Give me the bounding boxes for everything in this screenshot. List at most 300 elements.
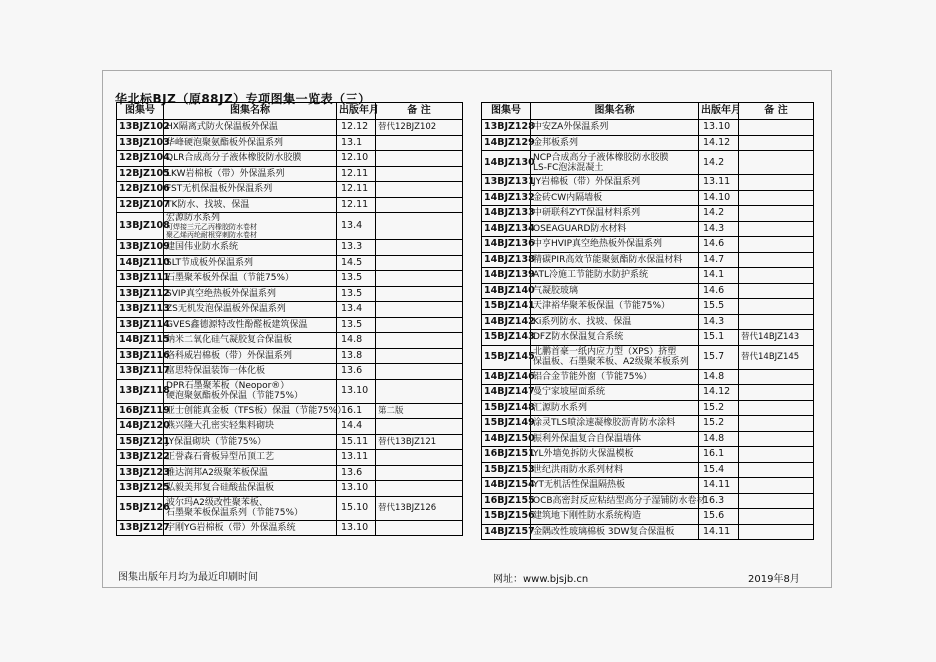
atlas-name [164,182,337,198]
remark [376,271,463,287]
publish-date: 13.6 [337,465,376,481]
remark: 替代14BJZ145 [739,345,814,369]
table-header [117,103,463,120]
publish-date: 14.6 [699,237,739,253]
atlas-name [531,190,699,206]
remark [376,197,463,213]
atlas-name [531,299,699,315]
remark [739,206,814,222]
table-row [117,135,463,151]
table-row [117,151,463,167]
table-row [117,496,463,520]
table-row [117,286,463,302]
atlas-name-line: 金隅改性玻璃棉板 3DW复合保温板 [533,526,675,537]
publish-date: 13.5 [337,271,376,287]
atlas-code: 14BJZ120 [117,419,164,435]
publish-date: 16.1 [699,447,739,463]
atlas-code: 15BJZ143 [482,330,531,346]
table-row [482,206,814,222]
atlas-code: 15BJZ153 [482,462,531,478]
atlas-name [531,206,699,222]
remark: 替代13BJZ121 [376,434,463,450]
atlas-name [164,317,337,333]
publish-date: 13.8 [337,348,376,364]
publish-date: 14.3 [699,314,739,330]
atlas-name [164,434,337,450]
atlas-name-subline: 石墨聚苯板保温系列（节能75%） [166,508,304,518]
remark [376,255,463,271]
remark [376,481,463,497]
publish-date: 13.11 [337,450,376,466]
atlas-code: 14BJZ142 [482,314,531,330]
table-row [482,190,814,206]
atlas-name [531,330,699,346]
atlas-code: 14BJZ133 [482,206,531,222]
remark [739,151,814,175]
atlas-name [164,240,337,256]
atlas-name [531,135,699,151]
atlas-name-line: 华峰硬泡聚氨酯板外保温系列 [166,137,284,148]
publish-date: 13.3 [337,240,376,256]
remark [376,166,463,182]
atlas-name-line: 金邦板系列 [533,137,579,148]
publish-date: 13.4 [337,302,376,318]
page-title: 华北标BJZ（原88JZ）专项图集一览表（三） [115,92,371,106]
publish-date: 15.2 [699,400,739,416]
atlas-name [164,364,337,380]
atlas-name-line: 涂灵TLS喷涂速凝橡胶沥青防水涂料 [533,418,676,429]
atlas-code: 13BJZ127 [117,520,164,536]
atlas-code: 13BJZ113 [117,302,164,318]
atlas-code: 13BJZ103 [117,135,164,151]
atlas-code: 12BJZ107 [117,197,164,213]
atlas-name [531,268,699,284]
atlas-name-line: 宇刚YG岩棉板（带）外保温系统 [166,522,296,533]
atlas-name-line: 精碳PIR高效节能聚氨酯防水保温材料 [533,254,683,265]
table-row [482,135,814,151]
publish-date: 14.8 [337,333,376,349]
atlas-code: 14BJZ138 [482,252,531,268]
table-row [117,403,463,419]
header-code: 图集号 [117,103,164,120]
atlas-name-line: 汇源防水系列 [533,402,588,413]
publish-date: 14.12 [699,135,739,151]
publish-date: 13.4 [337,213,376,240]
remark [739,283,814,299]
publish-date: 14.1 [699,268,739,284]
atlas-code: 13BJZ117 [117,364,164,380]
publish-date: 15.6 [699,509,739,525]
atlas-name [164,213,337,240]
atlas-name-subline: 保温板、石墨聚苯板、A2级聚苯板系列 [533,357,689,367]
atlas-name [531,447,699,463]
atlas-name [531,252,699,268]
remark [739,135,814,151]
publish-date: 13.5 [337,317,376,333]
remark: 替代12BJZ102 [376,120,463,136]
table-row [117,317,463,333]
publish-date: 12.11 [337,197,376,213]
atlas-code: 14BJZ136 [482,237,531,253]
table-row [482,120,814,136]
table-row [117,348,463,364]
remark [376,135,463,151]
publish-date: 13.11 [699,175,739,191]
remark [739,314,814,330]
atlas-code: 14BJZ139 [482,268,531,284]
publish-date: 14.11 [699,524,739,540]
footer-date: 2019年8月 [748,574,800,585]
atlas-code: 13BJZ122 [117,450,164,466]
atlas-code: 13BJZ116 [117,348,164,364]
remark [739,175,814,191]
remark [739,509,814,525]
publish-date: 13.10 [337,520,376,536]
publish-date: 15.5 [699,299,739,315]
atlas-name-line: 曼宁家坡屋面系统 [533,387,606,398]
remark [739,431,814,447]
atlas-name [531,493,706,509]
remark [376,286,463,302]
atlas-name-line: QLR合成高分子液体橡胶防水胶膜 [166,153,302,164]
table-row [117,213,463,240]
publish-date: 14.10 [699,190,739,206]
remark [376,419,463,435]
atlas-code: 14BJZ110 [117,255,164,271]
atlas-code: 16BJZ151 [482,447,531,463]
table-row [117,465,463,481]
publish-date: 13.5 [337,286,376,302]
header-note: 备 注 [376,103,463,120]
table-row [482,369,814,385]
atlas-name-line: 正誉森石膏板异型吊顶工艺 [166,452,275,463]
atlas-name [164,271,337,287]
atlas-name-line: 气凝胶玻璃 [533,285,579,296]
publish-date: 14.8 [699,369,739,385]
remark: 第二版 [376,403,463,419]
atlas-code: 13BJZ114 [117,317,164,333]
publish-date: 12.11 [337,182,376,198]
header-name: 图集名称 [164,103,337,120]
atlas-name [531,400,699,416]
atlas-code: 14BJZ130 [482,151,531,175]
atlas-name-line: JY岩棉板（带）外保温系列 [533,177,641,188]
atlas-name-line: SVIP真空绝热板外保温系列 [166,288,276,299]
atlas-name [531,369,699,385]
header-name: 图集名称 [531,103,699,120]
atlas-name-line: DFZ防水保温复合系统 [533,332,624,343]
atlas-name-line: YL外墙免拆防火保温模板 [533,449,634,460]
publish-date: 15.2 [699,416,739,432]
atlas-name [531,221,699,237]
atlas-code: 13BJZ112 [117,286,164,302]
atlas-name-line: FST无机保温板外保温系列 [166,184,273,195]
atlas-name [164,302,337,318]
remark [739,524,814,540]
table-row [117,182,463,198]
table-row [482,400,814,416]
remark [739,120,814,136]
table-row [482,493,814,509]
atlas-code: 16BJZ119 [117,403,164,419]
atlas-code: 13BJZ102 [117,120,164,136]
atlas-name [531,431,699,447]
atlas-name-line: 波尔玛A2级改性聚苯板、 [166,498,268,508]
table-row [482,252,814,268]
atlas-code: 14BJZ129 [482,135,531,151]
remark [739,385,814,401]
atlas-name [531,509,699,525]
table-row [117,520,463,536]
table-row [117,419,463,435]
atlas-code: 15BJZ141 [482,299,531,315]
atlas-name-line: Ki系列防水、找坡、保温 [533,316,632,327]
remark [739,268,814,284]
remark [376,151,463,167]
table-row [482,524,814,540]
remark [739,299,814,315]
atlas-name-line: 建国伟业防水系统 [166,242,239,253]
remark [376,240,463,256]
publish-date: 15.4 [699,462,739,478]
atlas-name-line: ATL冷施工节能防水防护系统 [533,270,648,281]
atlas-code: 13BJZ131 [482,175,531,191]
atlas-name-line: LKW岩棉板（带）外保温系列 [166,168,285,179]
publish-date: 14.12 [699,385,739,401]
publish-date: 16.3 [699,493,739,509]
atlas-name [164,450,337,466]
atlas-name [531,345,699,369]
remark [739,400,814,416]
table-row [117,120,463,136]
atlas-name-line: TK防水、找坡、保温 [166,199,250,210]
publish-date: 15.10 [337,496,376,520]
remark [739,416,814,432]
atlas-name [531,385,699,401]
atlas-code: 14BJZ134 [482,221,531,237]
atlas-name [164,197,337,213]
table-row [482,345,814,369]
publish-date: 13.1 [337,135,376,151]
atlas-code: 15BJZ148 [482,400,531,416]
atlas-code: 14BJZ140 [482,283,531,299]
atlas-name [164,120,337,136]
atlas-name [164,481,337,497]
table-row [482,330,814,346]
publish-date: 13.10 [337,379,376,403]
left-table [116,102,463,536]
atlas-code: 12BJZ106 [117,182,164,198]
atlas-name-line: 天津裕华聚苯板保温（节能75%） [533,301,671,312]
atlas-name-line: 燕兴隆大孔密实轻集料砌块 [166,421,275,432]
atlas-code: 13BJZ118 [117,379,164,403]
atlas-code: 14BJZ154 [482,478,531,494]
atlas-name-line: 金砖CW内隔墙板 [533,192,603,203]
table-row [482,175,814,191]
publish-date: 14.4 [337,419,376,435]
publish-date: 16.1 [337,403,376,419]
atlas-name [531,524,699,540]
publish-date: 14.7 [699,252,739,268]
remark [376,333,463,349]
remark [739,447,814,463]
table-row [117,450,463,466]
atlas-name [531,237,699,253]
table-row [117,379,463,403]
atlas-name [164,419,337,435]
table-row [482,314,814,330]
table-row [482,509,814,525]
publish-date: 15.7 [699,345,739,369]
remark [376,379,463,403]
table-row [482,237,814,253]
atlas-code: 13BJZ128 [482,120,531,136]
atlas-name [164,135,337,151]
header-date: 出版年月 [337,103,376,120]
atlas-code: 14BJZ132 [482,190,531,206]
atlas-name [164,166,337,182]
remark [376,450,463,466]
atlas-code: 15BJZ121 [117,434,164,450]
atlas-code: 12BJZ105 [117,166,164,182]
atlas-name [164,520,337,536]
remark [376,317,463,333]
footer-note: 图集出版年月均为最近印刷时间 [118,572,258,583]
atlas-name-line: 石墨聚苯板外保温（节能75%） [166,273,295,284]
atlas-name [164,333,337,349]
publish-date: 14.11 [699,478,739,494]
remark [739,493,814,509]
remark [376,182,463,198]
atlas-name-line: 富思特保温装饰一体化板 [166,366,266,377]
table-row [482,431,814,447]
atlas-code: 16BJZ155 [482,493,531,509]
atlas-name-line: YT无机活性保温隔热板 [533,480,625,491]
remark [739,369,814,385]
table-row [482,478,814,494]
atlas-code: 14BJZ146 [482,369,531,385]
table-row [117,333,463,349]
atlas-name-subline: LS-FC泡沫混凝土 [533,162,604,173]
atlas-code: 14BJZ147 [482,385,531,401]
footer-website: 网址：www.bjsjb.cn [493,574,589,585]
remark [376,213,463,240]
table-row [117,434,463,450]
atlas-name-line: 建筑地下刚性防水系统构造 [533,511,642,522]
atlas-name-line: NCP合成高分子液体橡胶防水胶膜 [533,152,669,163]
publish-date: 12.12 [337,120,376,136]
atlas-name-line: 世纪洪雨防水系列材料 [533,464,624,475]
publish-date: 12.11 [337,166,376,182]
atlas-name [164,348,337,364]
atlas-name [164,286,337,302]
atlas-name [164,255,337,271]
table-row [482,416,814,432]
table-header [482,103,814,120]
atlas-code: 13BJZ111 [117,271,164,287]
table-row [482,462,814,478]
remark [376,364,463,380]
table-row [482,299,814,315]
atlas-name-line: 亚士创能真金板（TFS板）保温（节能75%） [166,405,347,416]
table-row [482,221,814,237]
header-note: 备 注 [739,103,814,120]
publish-date: 13.10 [699,120,739,136]
atlas-code: 13BJZ123 [117,465,164,481]
atlas-code: 12BJZ104 [117,151,164,167]
atlas-code: 15BJZ145 [482,345,531,369]
atlas-name [531,283,699,299]
atlas-name [531,314,699,330]
publish-date: 15.11 [337,434,376,450]
atlas-name [531,462,699,478]
atlas-name-line: OSEAGUARD防水材料 [533,223,627,234]
atlas-name-line: JY保温砌块（节能75%） [166,436,267,447]
atlas-code: 14BJZ115 [117,333,164,349]
atlas-name-line: GVES鑫德源特改性酚醛板建筑保温 [166,319,308,330]
table-row [117,166,463,182]
atlas-name-line: 雅达润邦A2级聚苯板保温 [166,467,268,478]
atlas-code: 15BJZ126 [117,496,164,520]
atlas-name [164,496,337,520]
table-row [482,283,814,299]
publish-date: 14.2 [699,206,739,222]
remark [376,302,463,318]
atlas-name [164,151,337,167]
table-row [117,364,463,380]
atlas-name-line: 宏源防水系列 [166,213,221,223]
atlas-name-line: ZS无机发泡保温板外保温系列 [166,304,286,315]
table-row [482,447,814,463]
atlas-name-subline: 聚乙烯丙纶耐根穿刺防水卷材 [166,231,257,239]
atlas-name [531,120,699,136]
header-date: 出版年月 [699,103,739,120]
atlas-code: 15BJZ149 [482,416,531,432]
table-row [117,271,463,287]
atlas-code: 13BJZ109 [117,240,164,256]
atlas-name-line: HX隔离式防火保温板外保温 [166,122,278,133]
remark [739,252,814,268]
publish-date: 14.5 [337,255,376,271]
remark [739,462,814,478]
table-row [482,268,814,284]
table-row [117,302,463,318]
atlas-name [164,379,337,403]
table-row [117,240,463,256]
remark [739,237,814,253]
publish-date: 14.2 [699,151,739,175]
publish-date: 13.10 [337,481,376,497]
atlas-name [531,416,699,432]
remark [739,190,814,206]
table-row [482,385,814,401]
remark: 替代13BJZ126 [376,496,463,520]
publish-date: 13.6 [337,364,376,380]
remark [376,520,463,536]
atlas-name-line: SLT节成板外保温系列 [166,257,253,268]
atlas-code: 13BJZ108 [117,213,164,240]
remark [739,221,814,237]
atlas-name-line: 铝合金节能外窗（节能75%） [533,371,653,382]
atlas-code: 15BJZ156 [482,509,531,525]
remark: 替代14BJZ143 [739,330,814,346]
atlas-name-line: DPR石墨聚苯板（Neopor®） [166,381,290,391]
atlas-name-line: 纳米二氧化硅气凝胶复合保温板 [166,335,293,346]
atlas-name-line: 北鹏首豪一纸内应力型（XPS）挤塑 [533,347,677,357]
table-row [117,481,463,497]
table-row [117,255,463,271]
atlas-name-line: 中安ZA外保温系列 [533,122,609,133]
